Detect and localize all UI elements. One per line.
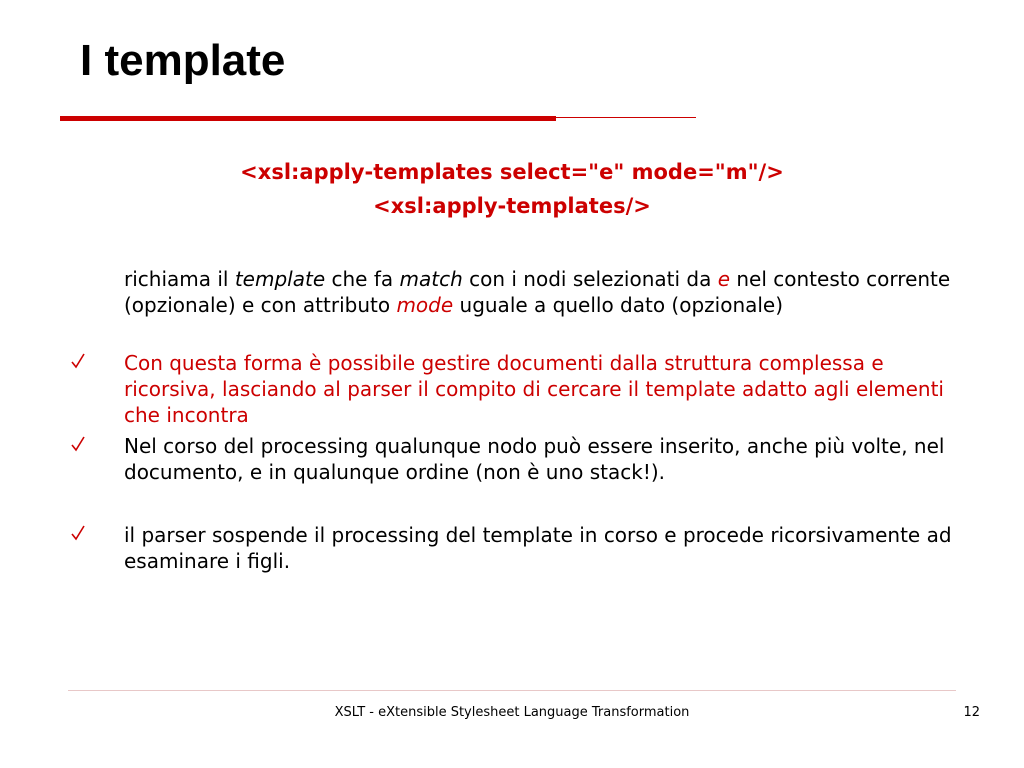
intro-paragraph	[124, 266, 954, 318]
intro-text: richiama il	[124, 267, 235, 291]
bullet-text: Con questa forma è possibile gestire documenti dalla struttura complessa e ricorsiva, lasciando al parser il compito di cercare il template adatto agli elementi che incontra	[124, 351, 944, 427]
intro-text: che fa	[325, 267, 400, 291]
code-line: <xsl:apply-templates select="e" mode="m"/>	[240, 160, 784, 184]
footer-divider	[68, 690, 956, 691]
page-number: 12	[963, 705, 980, 720]
intro-term-template: template	[234, 267, 326, 291]
checkmark-icon	[70, 435, 90, 455]
title-underline-thick	[60, 116, 556, 121]
intro-term-e: e	[717, 267, 731, 291]
footer-title: XSLT - eXtensible Stylesheet Language Transformation	[334, 705, 690, 720]
code-line: <xsl:apply-templates/>	[373, 194, 651, 218]
intro-term-match: match	[399, 267, 463, 291]
bullet-text: Nel corso del processing qualunque nodo può essere inserito, anche più volte, nel documento, e in qualunque ordine (non è uno stack!).	[124, 434, 945, 484]
intro-term-mode: mode	[396, 293, 454, 317]
slide-title: I template	[80, 36, 286, 85]
code-block	[0, 155, 1024, 223]
intro-text: con i nodi selezionati da	[462, 267, 718, 291]
bullet-text: il parser sospende il processing del template in corso e procede ricorsivamente ad esaminare i figli.	[124, 523, 952, 573]
title-underline-thin	[556, 117, 696, 118]
checkmark-icon	[70, 524, 90, 544]
intro-text: uguale a quello dato (opzionale)	[453, 293, 784, 317]
checkmark-icon	[70, 352, 90, 372]
intro-text: nel contesto corrente (opzionale) e con attributo	[124, 267, 951, 317]
